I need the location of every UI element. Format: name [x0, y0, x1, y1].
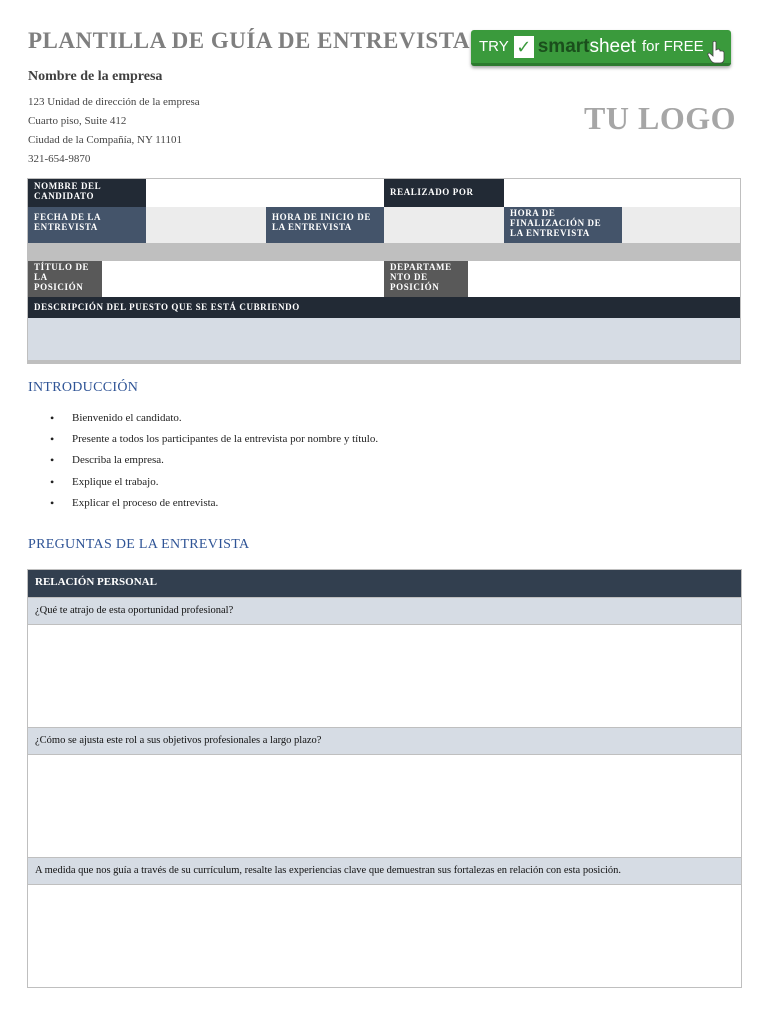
introduction-heading: INTRODUCCIÓN — [28, 380, 139, 395]
questions-table — [27, 569, 742, 988]
list-item: • Describa la empresa. — [72, 454, 378, 475]
phone-number: 321-654-9870 — [28, 153, 91, 165]
question-row: A medida que nos guía a través de su currículum, resalte las experiencias clave que demuestran sus fortalezas en relación con esta posición. — [28, 857, 741, 885]
company-name: Nombre de la empresa — [28, 69, 163, 84]
address-line-2: Cuarto piso, Suite 412 — [28, 115, 127, 127]
interview-date-field[interactable] — [146, 207, 266, 243]
interview-info-table — [27, 178, 741, 364]
end-time-field[interactable] — [622, 207, 740, 243]
address-line-1: 123 Unidad de dirección de la empresa — [28, 96, 200, 108]
list-item: • Explique el trabajo. — [72, 476, 378, 497]
introduction-list — [28, 412, 378, 518]
job-description-field[interactable] — [28, 318, 740, 363]
answer-field[interactable] — [28, 755, 741, 857]
list-item: • Bienvenido el candidato. — [72, 412, 378, 433]
position-title-label: TÍTULO DE LA POSICIÓN — [28, 261, 102, 297]
answer-field[interactable] — [28, 885, 741, 987]
try-smartsheet-button[interactable] — [471, 30, 731, 66]
promo-sheet-text: sheet — [589, 35, 636, 57]
promo-free-text: for FREE — [641, 38, 704, 55]
list-item: • Presente a todos los participantes de la entrevista por nombre y título. — [72, 433, 378, 454]
job-description-label: DESCRIPCIÓN DEL PUESTO QUE SE ESTÁ CUBRIENDO — [28, 297, 740, 318]
position-title-field[interactable] — [102, 261, 384, 297]
answer-field[interactable] — [28, 625, 741, 727]
question-row: ¿Qué te atrajo de esta oportunidad profesional? — [28, 597, 741, 625]
pointer-hand-icon — [707, 40, 725, 64]
question-row: ¿Cómo se ajusta este rol a sus objetivos profesionales a largo plazo? — [28, 727, 741, 755]
logo-placeholder: TU LOGO — [584, 100, 736, 136]
table-separator — [28, 243, 740, 261]
candidate-name-label: NOMBRE DEL CANDIDATO — [28, 179, 146, 207]
conducted-by-field[interactable] — [504, 179, 740, 207]
promo-smart-text: smart — [537, 35, 590, 57]
page-title: PLANTILLA DE GUÍA DE ENTREVISTA — [28, 28, 470, 53]
list-item: • Explicar el proceso de entrevista. — [72, 497, 378, 518]
check-icon: ✓ — [514, 36, 534, 58]
promo-try-text: TRY — [479, 38, 509, 55]
section-title: RELACIÓN PERSONAL — [28, 570, 741, 597]
interview-questions-heading: PREGUNTAS DE LA ENTREVISTA — [28, 537, 250, 552]
start-time-field[interactable] — [384, 207, 504, 243]
start-time-label: HORA DE INICIO DE LA ENTREVISTA — [266, 207, 384, 243]
department-field[interactable] — [468, 261, 740, 297]
end-time-label: HORA DE FINALIZACIÓN DE LA ENTREVISTA — [504, 207, 622, 243]
conducted-by-label: REALIZADO POR — [384, 179, 504, 207]
interview-date-label: FECHA DE LA ENTREVISTA — [28, 207, 146, 243]
address-line-3: Ciudad de la Compañía, NY 11101 — [28, 134, 182, 146]
department-label: DEPARTAME NTO DE POSICIÓN — [384, 261, 468, 297]
candidate-name-field[interactable] — [146, 179, 384, 207]
